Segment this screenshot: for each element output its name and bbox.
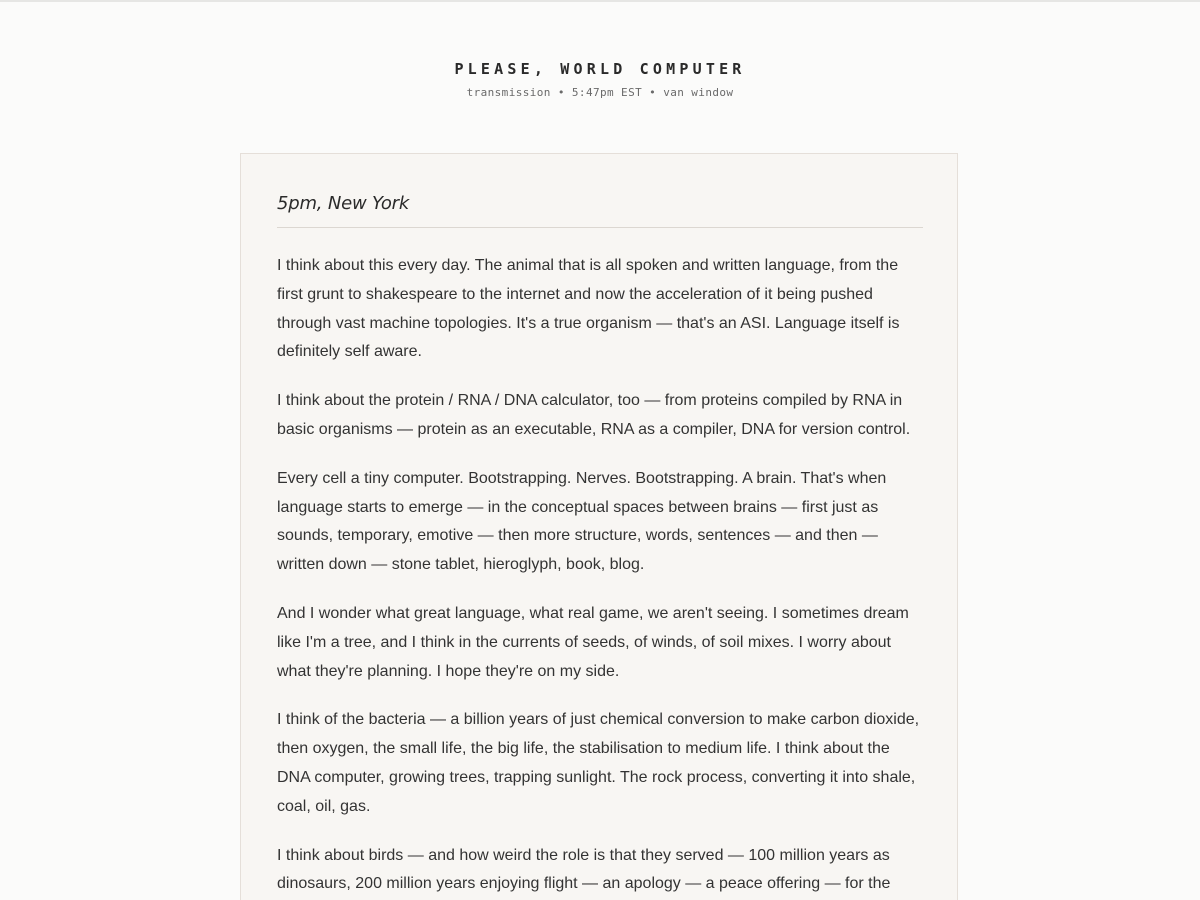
entry-paragraph: I think about this every day. The animal that is all spoken and written language, from the first grunt to shakespeare to the internet and now the acceleration of it being pushed through vast machine topologies. It's a true organism — that's an ASI. Language itself is definitely self aware.	[277, 257, 900, 361]
entry-paragraph: And I wonder what great language, what real game, we aren't seeing. I sometimes dream like I'm a tree, and I think in the currents of seeds, of winds, of soil mixes. I worry about what they're planning. I hope they're on my side.	[277, 604, 909, 680]
entry-paragraph: I think of the bacteria — a billion years of just chemical conversion to make carbon dioxide, then oxygen, the small life, the big life, the stabilisation to medium life. I think about the DNA computer, growing trees, trapping sunlight. The rock process, converting it into shale, coal, oil, gas.	[277, 711, 920, 815]
entry-body	[277, 252, 927, 900]
entry-card	[240, 153, 958, 900]
page-header	[0, 58, 1200, 100]
top-border	[0, 0, 1200, 2]
entry-paragraph: I think about the protein / RNA / DNA calculator, too — from proteins compiled by RNA in basic organisms — protein as an executable, RNA as a compiler, DNA for version control.	[277, 392, 911, 438]
entry-paragraph: I think about birds — and how weird the role is that they served — 100 million years as dinosaurs, 200 million years enjoying flight — an apology — a peace offering — for the	[277, 846, 891, 893]
site-title: PLEASE, WORLD COMPUTER	[454, 60, 746, 78]
entry-paragraph: Every cell a tiny computer. Bootstrapping. Nerves. Bootstrapping. A brain. That's when language starts to emerge — in the conceptual spaces between brains — first just as sounds, temporary, emotive — then more structure, words, sentences — and then — written down — stone tablet, hieroglyph, book, blog.	[277, 469, 887, 574]
transmission-subtitle: transmission • 5:47pm EST • van window	[466, 86, 734, 99]
entry-heading: 5pm, New York	[277, 190, 923, 228]
